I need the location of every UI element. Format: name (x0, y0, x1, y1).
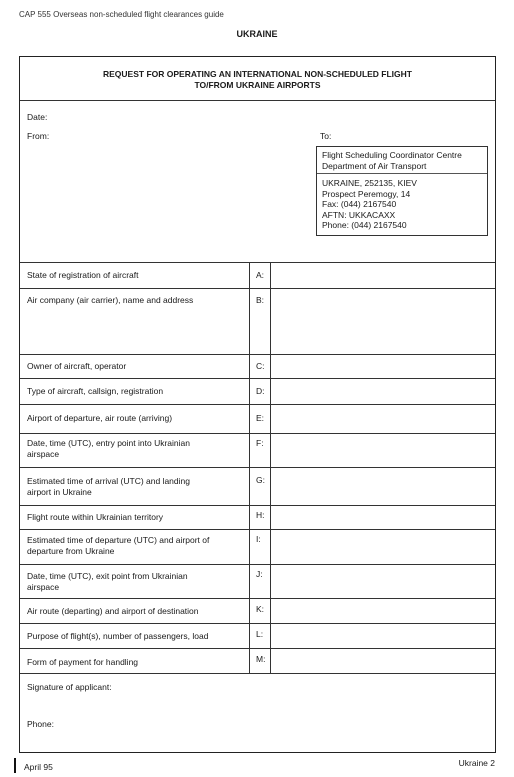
row-label: Purpose of flight(s), number of passengers, load (27, 631, 209, 641)
date-label: Date: (27, 112, 48, 122)
form-row-i (20, 529, 495, 564)
to-label: To: (320, 131, 332, 141)
row-label: Flight route within Ukrainian territory (27, 512, 164, 522)
row-label: State of registration of aircraft (27, 270, 139, 280)
form-row-k (20, 598, 495, 623)
row-letter: D: (256, 386, 265, 396)
address-line: Prospect Peremogy, 14 (322, 188, 411, 199)
recipient-address-box (316, 146, 488, 236)
row-letter: K: (256, 604, 265, 614)
form-title-line2: TO/FROM UKRAINE AIRPORTS (194, 80, 321, 90)
form-row-g (20, 467, 495, 505)
row-label: Air company (air carrier), name and address (27, 295, 194, 305)
address-line: Phone: (044) 2167540 (322, 220, 407, 230)
address-line: Flight Scheduling Coordinator Centre (322, 150, 462, 160)
row-letter: C: (256, 361, 265, 371)
phone-label: Phone: (27, 719, 54, 729)
address-divider (317, 173, 487, 174)
row-divider (20, 673, 495, 674)
row-letter: B: (256, 295, 265, 305)
signature-label: Signature of applicant: (27, 682, 112, 692)
title-divider (20, 100, 495, 101)
form-row-h (20, 505, 495, 529)
from-label: From: (27, 131, 50, 141)
footer-page: Ukraine 2 (458, 758, 495, 768)
row-letter: F: (256, 438, 264, 448)
address-line: Department of Air Transport (322, 160, 427, 171)
row-letter: J: (256, 569, 263, 579)
form-title-line1: REQUEST FOR OPERATING AN INTERNATIONAL NON-SCHEDULED FLIGHT (103, 69, 412, 79)
row-letter: G: (256, 475, 265, 485)
row-letter: A: (256, 270, 265, 280)
form-row-d (20, 378, 495, 404)
request-form (19, 56, 496, 753)
margin-change-bar (14, 758, 16, 773)
row-letter: M: (256, 654, 266, 664)
form-row-e (20, 404, 495, 433)
form-row-f (20, 433, 495, 467)
row-label: Owner of aircraft, operator (27, 361, 127, 371)
form-title (20, 69, 495, 91)
form-row-j (20, 564, 495, 598)
row-label: Air route (departing) and airport of destination (27, 606, 199, 616)
document-header: CAP 555 Overseas non-scheduled flight clearances guide (19, 10, 224, 19)
row-letter: I: (256, 534, 261, 544)
row-label: Airport of departure, air route (arriving) (27, 413, 173, 423)
row-label: Type of aircraft, callsign, registration (27, 386, 164, 396)
address-line: AFTN: UKKACAXX (322, 209, 396, 220)
row-label: Estimated time of departure (UTC) and airport of departure from Ukraine (27, 535, 210, 556)
country-heading: UKRAINE (236, 29, 278, 39)
row-letter: H: (256, 510, 265, 520)
address-line: UKRAINE, 252135, KIEV (322, 178, 417, 188)
form-row-m (20, 648, 495, 673)
row-label: Form of payment for handling (27, 657, 139, 667)
row-label: Estimated time of arrival (UTC) and landing airport in Ukraine (27, 476, 190, 497)
row-label: Date, time (UTC), entry point into Ukrainian airspace (27, 438, 190, 459)
row-label: Date, time (UTC), exit point from Ukrainian airspace (27, 571, 188, 592)
form-row-b (20, 288, 495, 354)
row-letter: E: (256, 413, 265, 423)
row-letter: L: (256, 629, 264, 639)
address-line: Fax: (044) 2167540 (322, 199, 397, 209)
footer-date: April 95 (24, 762, 53, 772)
form-row-l (20, 623, 495, 648)
form-row-c (20, 354, 495, 378)
form-row-a (20, 262, 495, 288)
